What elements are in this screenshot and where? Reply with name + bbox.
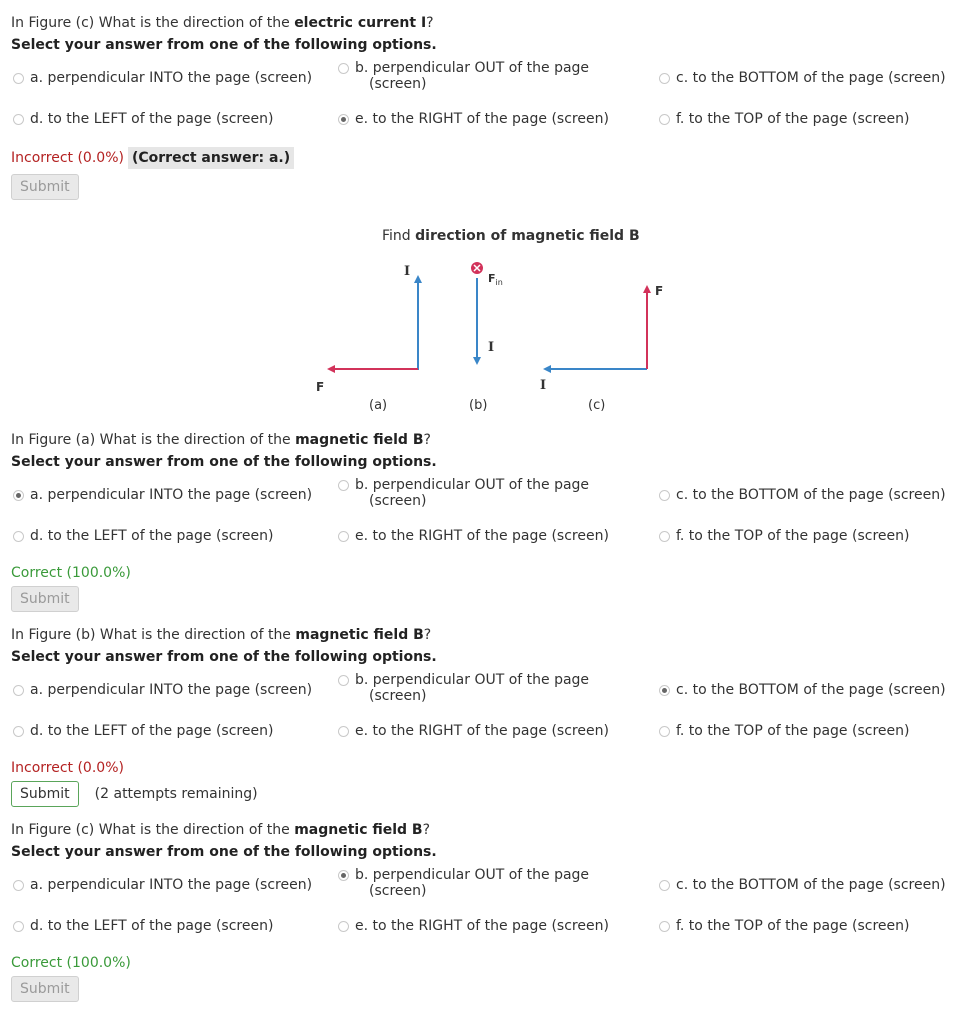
fig-c-current-label: I (540, 378, 547, 393)
fig-c-label: (c) (588, 398, 606, 413)
q1-submit-button[interactable]: Submit (11, 174, 79, 200)
q1-radio-b[interactable] (338, 63, 349, 74)
q3-option-c[interactable]: c. to the BOTTOM of the page (screen) (659, 682, 946, 698)
q1-radio-f[interactable] (659, 114, 670, 125)
q3-submit-button[interactable]: Submit (11, 781, 79, 807)
q3-status: Incorrect (0.0%) (11, 760, 124, 776)
q1-option-d[interactable]: d. to the LEFT of the page (screen) (13, 111, 273, 127)
q3-radio-d[interactable] (13, 726, 24, 737)
q4-submit-button[interactable]: Submit (11, 976, 79, 1002)
question-3 (11, 624, 951, 807)
fig-c-force-label: F (655, 284, 664, 298)
q4-radio-b[interactable] (338, 870, 349, 881)
fig-b-current-label: I (488, 340, 495, 355)
fig-a-label: (a) (369, 398, 388, 413)
question-1-instruction: Select your answer from one of the following options. (11, 37, 437, 53)
question-1 (11, 12, 951, 200)
q1-option-f[interactable]: f. to the TOP of the page (screen) (659, 111, 909, 127)
q3-radio-c[interactable] (659, 685, 670, 696)
question-4-instruction: Select your answer from one of the following options. (11, 844, 437, 860)
q2-radio-f[interactable] (659, 531, 670, 542)
q3-option-e[interactable]: e. to the RIGHT of the page (screen) (338, 723, 609, 739)
q3-option-b[interactable]: b. perpendicular OUT of the page (screen) (338, 672, 589, 704)
q4-status: Correct (100.0%) (11, 955, 131, 971)
q2-submit-button[interactable]: Submit (11, 586, 79, 612)
question-4-options (11, 863, 951, 949)
q2-radio-e[interactable] (338, 531, 349, 542)
question-1-options (11, 56, 951, 142)
q1-status: Incorrect (0.0%) (Correct answer: a.) (11, 148, 951, 168)
q1-option-e[interactable]: e. to the RIGHT of the page (screen) (338, 111, 609, 127)
q1-option-a[interactable]: a. perpendicular INTO the page (screen) (13, 70, 312, 86)
q4-option-c[interactable]: c. to the BOTTOM of the page (screen) (659, 877, 946, 893)
q2-radio-a[interactable] (13, 490, 24, 501)
q2-radio-b[interactable] (338, 480, 349, 491)
q1-radio-a[interactable] (13, 73, 24, 84)
q2-option-a[interactable]: a. perpendicular INTO the page (screen) (13, 487, 312, 503)
q1-option-b[interactable]: b. perpendicular OUT of the page (screen) (338, 60, 589, 92)
q4-radio-f[interactable] (659, 921, 670, 932)
q2-option-f[interactable]: f. to the TOP of the page (screen) (659, 528, 909, 544)
fig-a-force-label: F (316, 380, 325, 394)
q2-radio-d[interactable] (13, 531, 24, 542)
question-4-prompt: In Figure (c) What is the direction of the magnetic field B? (11, 822, 431, 838)
q4-radio-c[interactable] (659, 880, 670, 891)
q4-radio-a[interactable] (13, 880, 24, 891)
question-3-prompt: In Figure (b) What is the direction of the magnetic field B? (11, 627, 432, 643)
q1-radio-c[interactable] (659, 73, 670, 84)
question-3-options (11, 668, 951, 754)
figure-title: Find direction of magnetic field B (382, 228, 640, 244)
q4-option-b[interactable]: b. perpendicular OUT of the page (screen) (338, 867, 589, 899)
q4-option-a[interactable]: a. perpendicular INTO the page (screen) (13, 877, 312, 893)
q1-radio-d[interactable] (13, 114, 24, 125)
question-1-prompt: In Figure (c) What is the direction of the electric current I? (11, 15, 434, 31)
q3-radio-a[interactable] (13, 685, 24, 696)
q1-correct-answer: (Correct answer: a.) (128, 147, 294, 169)
question-4 (11, 819, 951, 1002)
q2-option-e[interactable]: e. to the RIGHT of the page (screen) (338, 528, 609, 544)
q4-option-e[interactable]: e. to the RIGHT of the page (screen) (338, 918, 609, 934)
question-2 (11, 429, 951, 612)
q4-radio-e[interactable] (338, 921, 349, 932)
figure-diagram (0, 222, 964, 422)
q3-attempts-remaining: (2 attempts remaining) (94, 786, 258, 802)
fig-b-label: (b) (469, 398, 488, 413)
q3-option-a[interactable]: a. perpendicular INTO the page (screen) (13, 682, 312, 698)
q3-option-d[interactable]: d. to the LEFT of the page (screen) (13, 723, 273, 739)
q1-radio-e[interactable] (338, 114, 349, 125)
fig-a-current-label: I (404, 264, 411, 279)
q3-option-f[interactable]: f. to the TOP of the page (screen) (659, 723, 909, 739)
q2-option-d[interactable]: d. to the LEFT of the page (screen) (13, 528, 273, 544)
q3-radio-b[interactable] (338, 675, 349, 686)
question-2-prompt: In Figure (a) What is the direction of the magnetic field B? (11, 432, 431, 448)
question-2-options (11, 473, 951, 559)
q2-radio-c[interactable] (659, 490, 670, 501)
physics-figure (0, 222, 964, 422)
q2-option-b[interactable]: b. perpendicular OUT of the page (screen) (338, 477, 589, 509)
q1-option-c[interactable]: c. to the BOTTOM of the page (screen) (659, 70, 946, 86)
question-2-instruction: Select your answer from one of the following options. (11, 454, 437, 470)
q4-option-d[interactable]: d. to the LEFT of the page (screen) (13, 918, 273, 934)
q4-option-f[interactable]: f. to the TOP of the page (screen) (659, 918, 909, 934)
q3-radio-f[interactable] (659, 726, 670, 737)
fig-b-force-label: $F_{in}$ (488, 272, 503, 288)
q2-status: Correct (100.0%) (11, 565, 131, 581)
q4-radio-d[interactable] (13, 921, 24, 932)
question-3-instruction: Select your answer from one of the following options. (11, 649, 437, 665)
q2-option-c[interactable]: c. to the BOTTOM of the page (screen) (659, 487, 946, 503)
q3-radio-e[interactable] (338, 726, 349, 737)
